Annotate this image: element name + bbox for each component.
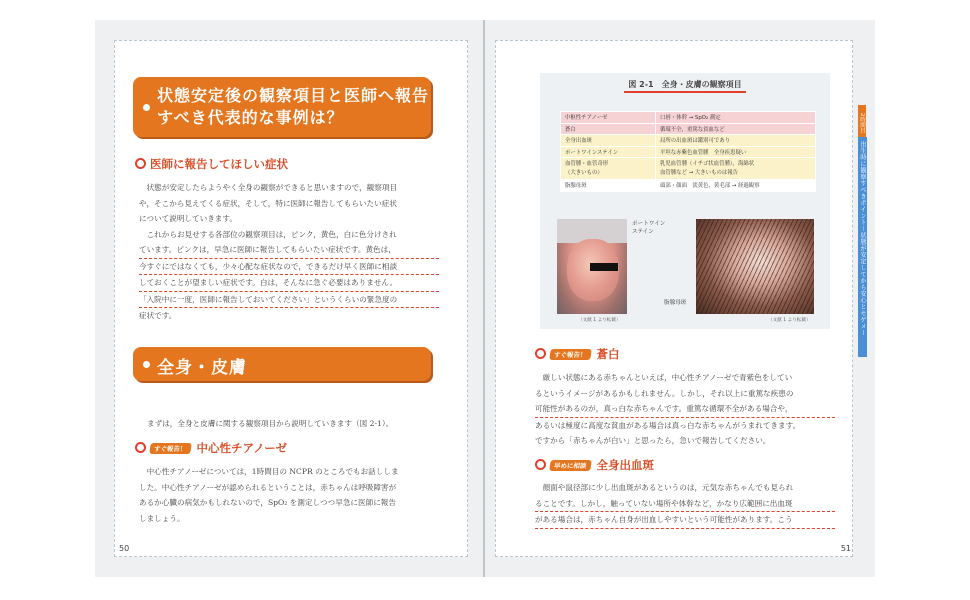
banner-title-line1: 状態安定後の観察項目と医師へ報告 <box>157 86 430 105</box>
body-line: 症状です。 <box>139 311 177 320</box>
cell-line: 血管腫など → 大きいものは報告 <box>660 169 739 176</box>
body-line-highlight: しておくことが望ましい症状です。白は，そんなに急ぐ必要はありません。 <box>139 275 439 292</box>
table-row <box>561 112 816 124</box>
privacy-bar <box>590 263 618 271</box>
observation-table <box>560 111 816 192</box>
photo1-credit: （文献 1 より転載） <box>578 318 621 323</box>
urgent-badge: すぐ報告！ <box>549 349 591 360</box>
table-row <box>561 135 816 147</box>
body-line: これからお見せする各部位の観察項目は，ピンク，黄色，白に色分けされ <box>146 229 397 239</box>
table-cell-item: 蒼白 <box>561 123 656 135</box>
cell-line: 乳児血管腫（イチゴ状血管腫），海綿状 <box>660 160 755 167</box>
photo-port-wine-stain <box>557 219 627 314</box>
cell-line: （大きいもの） <box>565 169 603 176</box>
body-line: 顔面や鼠径部に少し出血斑があるというのは，元気な赤ちゃんでも見られ <box>542 483 794 492</box>
section-heading-text: 全身出血斑 <box>596 458 654 472</box>
circle-bullet-icon <box>535 348 546 359</box>
section-heading-text: 医師に報告してほしい症状 <box>150 157 288 171</box>
body-line-highlight: ることです。しかし，触っていない場所や体幹など，かなり広範囲に出血斑 <box>535 496 835 513</box>
table-cell-desc: 平坦な赤紫色血管腫 全身疾患疑い <box>656 146 816 158</box>
table-cell-item: 中枢性チアノーゼ <box>561 112 656 124</box>
photo1-label <box>632 219 665 235</box>
body-line: 状態が安定したらようやく全身の観察ができると思いますので，観察項目 <box>146 183 398 192</box>
body-line-highlight: 「入院中に一度，医師に報告しておいてください」というくらいの緊急度の <box>139 292 439 309</box>
circle-bullet-icon <box>135 158 146 169</box>
body-line: るというイメージがあるかもしれません。しかし，それ以上に重篤な疾患の <box>535 388 794 398</box>
body-line: や，そこから見えてくる症状，そして，特に医師に報告してもらいたい症状 <box>139 198 397 208</box>
section3-body <box>535 370 835 449</box>
section1-body <box>139 180 439 324</box>
banner-dot-icon <box>143 104 150 111</box>
section-banner <box>133 347 431 381</box>
section-heading-report-symptoms <box>135 156 288 172</box>
book-spread <box>95 20 875 577</box>
photo2-credit: （文献 1 より転載） <box>768 318 811 323</box>
body-line: あるか心臓の病気かもしれないので，SpO₂ を測定しつつ早急に医師に報告 <box>139 498 396 507</box>
urgent-badge: すぐ報告！ <box>149 443 191 454</box>
section-heading-pallor <box>535 346 620 362</box>
table-row <box>561 123 816 135</box>
body-line: しましょう。 <box>139 513 185 523</box>
circle-bullet-icon <box>535 459 546 470</box>
section-heading-text: 蒼白 <box>596 347 620 361</box>
photo2-label: 脂腺母斑 <box>664 300 687 306</box>
photo1-label-line1: ポートワイン <box>632 221 666 227</box>
body-line-highlight: 今すぐにではなくても，少々心配な症状なので，できるだけ早く医師に相談 <box>139 259 439 276</box>
side-tab-chapter: 2時間目 <box>858 105 866 137</box>
photo-hair <box>696 219 814 314</box>
table-row <box>561 180 816 192</box>
body-line: 中心性チアノーゼについては，1時間目の NCPR のところでもお話ししま <box>146 467 399 476</box>
body-line-highlight: がある場合は，赤ちゃん自身が出血しやすいという可能性があります。こう <box>535 512 835 529</box>
photo1-label-line2: ステイン <box>632 229 654 235</box>
intro-text: まずは，全身と皮膚に関する観察項目から説明していきます（図 2-1）。 <box>147 419 394 428</box>
table-cell-item: ポートワインステイン <box>561 146 656 158</box>
table-cell-desc: 口唇・体幹 → SpO₂ 測定 <box>656 112 816 124</box>
body-line-highlight: ています。ピンクは，早急に医師に報告してもらいたい症状です。黄色は， <box>139 242 439 259</box>
table-row <box>561 158 816 180</box>
cell-line: 血管腫・血管奇形 <box>565 160 609 167</box>
table-cell-desc: 局所の出血斑は鑑別可であり <box>656 135 816 147</box>
table-cell-item: 脂腺母斑 <box>561 180 656 192</box>
banner-title <box>157 85 429 129</box>
figure-title <box>540 79 830 90</box>
table-cell-item: 全身出血斑 <box>561 135 656 147</box>
banner-title-line2: すべき代表的な事例は？ <box>157 108 344 127</box>
body-line: あるいは極度に高度な貧血がある場合は真っ白な赤ちゃんがうまれてきます。 <box>535 420 801 430</box>
circle-bullet-icon <box>135 442 146 453</box>
right-page <box>485 20 875 577</box>
table-cell-desc: 循環不全，重篤な貧血など <box>656 123 816 135</box>
banner-dot-icon <box>143 361 150 368</box>
section2-body <box>139 464 439 526</box>
body-line: について説明していきます。 <box>139 214 237 223</box>
table-cell-desc <box>656 158 816 180</box>
table-cell-desc: 頭部・顔面 淡黄色，黄毛部 → 経過観察 <box>656 180 816 192</box>
body-line: した。中心性チアノーゼが認められるということは，赤ちゃんは呼吸障害が <box>139 482 397 492</box>
side-tab-title: 出生時に観察すべきポイント〜状態が安定してから安心とセゲメー <box>858 137 867 357</box>
section4-body <box>535 480 835 529</box>
table-cell-item <box>561 158 656 180</box>
body-line: ですから「赤ちゃんが白い」と思ったら，急いで報告してください。 <box>535 436 771 445</box>
chapter-banner <box>133 77 431 137</box>
figure-title-text: 図 2-1 全身・皮膚の観察項目 <box>624 80 745 93</box>
body-line-highlight: 可能性があるのが，真っ白な赤ちゃんです。重篤な循環不全がある場合や， <box>535 401 835 418</box>
body-line: 厳しい状態にある赤ちゃんといえば，中心性チアノーゼで青紫色をしてい <box>542 373 793 382</box>
left-page <box>95 20 483 577</box>
section-banner-title: 全身・皮膚 <box>157 358 247 378</box>
photo-sebaceous-nevus <box>696 219 814 314</box>
chapter-side-tab <box>858 105 875 357</box>
section-heading-central-cyanosis <box>135 440 287 456</box>
consult-badge: 早めに相談 <box>549 460 591 471</box>
page-number-left: 50 <box>119 544 130 553</box>
figure-2-1 <box>540 73 830 329</box>
table-row <box>561 146 816 158</box>
page-number-right: 51 <box>840 544 851 553</box>
section-heading-bleeding <box>535 457 654 473</box>
section-heading-text: 中心性チアノーゼ <box>196 441 288 455</box>
